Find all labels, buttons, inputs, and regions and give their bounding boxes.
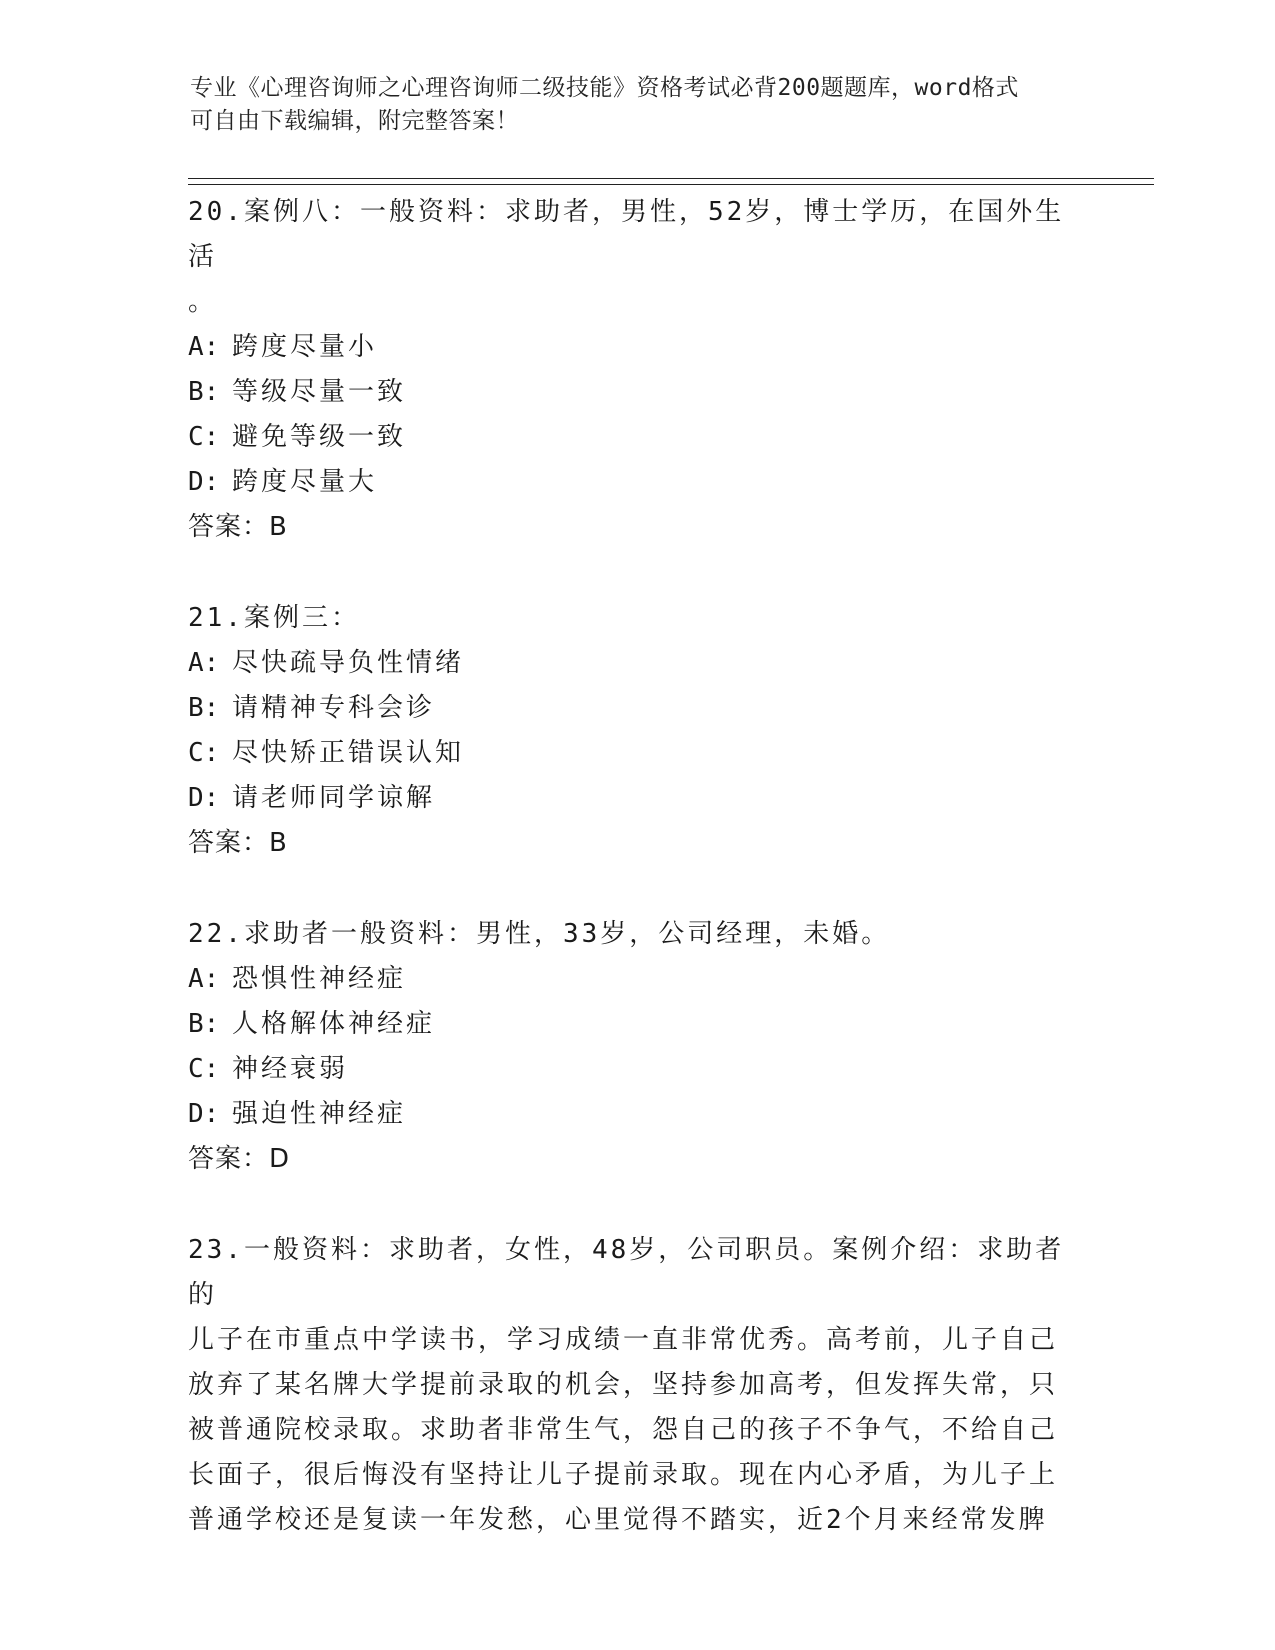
option-text: 跨度尽量大 xyxy=(232,467,378,497)
option-letter: A: xyxy=(188,964,220,994)
option-text: 请精神专科会诊 xyxy=(232,693,436,723)
question-stem-line: 被普通院校录取。求助者非常生气，怨自己的孩子不争气，不给自己 xyxy=(188,1415,1059,1445)
option-c xyxy=(188,415,1088,460)
option-text: 跨度尽量小 xyxy=(232,332,378,362)
question-stem-line: 23.一般资料：求助者，女性，48岁，公司职员。案例介绍：求助者的 xyxy=(188,1235,1065,1310)
option-text: 神经衰弱 xyxy=(232,1054,349,1084)
question-stem-line: 长面子，很后悔没有坚持让儿子提前录取。现在内心矛盾，为儿子上 xyxy=(188,1460,1059,1490)
answer-label: 答案：B xyxy=(188,828,288,858)
question-22 xyxy=(188,912,1088,1182)
option-text: 等级尽量一致 xyxy=(232,377,407,407)
option-text: 尽快矫正错误认知 xyxy=(232,738,465,768)
option-a xyxy=(188,641,1088,686)
option-text: 请老师同学谅解 xyxy=(232,783,436,813)
question-stem: 20.案例八：一般资料：求助者，男性，52岁，博士学历，在国外生活 xyxy=(188,197,1065,272)
answer-label: 答案：D xyxy=(188,1144,291,1174)
option-b xyxy=(188,1002,1088,1047)
option-text: 人格解体神经症 xyxy=(232,1009,436,1039)
option-letter: B: xyxy=(188,377,220,407)
option-c xyxy=(188,1047,1088,1092)
document-header xyxy=(190,72,1090,138)
option-letter: D: xyxy=(188,1099,220,1129)
option-d xyxy=(188,1092,1088,1137)
option-a xyxy=(188,325,1088,370)
option-letter: A: xyxy=(188,648,220,678)
header-line-2: 可自由下载编辑，附完整答案！ xyxy=(190,108,519,134)
option-letter: D: xyxy=(188,783,220,813)
question-stem: 22.求助者一般资料：男性，33岁，公司经理，未婚。 xyxy=(188,919,891,949)
option-b xyxy=(188,686,1088,731)
header-divider xyxy=(188,178,1154,185)
question-stem-line: 儿子在市重点中学读书，学习成绩一直非常优秀。高考前，儿子自己 xyxy=(188,1325,1059,1355)
option-letter: B: xyxy=(188,1009,220,1039)
question-stem-tail: 。 xyxy=(188,287,215,317)
header-line-1: 专业《心理咨询师之心理咨询师二级技能》资格考试必背200题题库，word格式 xyxy=(190,75,1019,101)
option-letter: C: xyxy=(188,1054,220,1084)
option-letter: A: xyxy=(188,332,220,362)
question-21 xyxy=(188,596,1088,866)
question-stem: 21.案例三： xyxy=(188,603,360,633)
option-c xyxy=(188,731,1088,776)
option-text: 避免等级一致 xyxy=(232,422,407,452)
question-list xyxy=(188,190,1088,1543)
answer-label: 答案：B xyxy=(188,512,288,542)
question-stem-line: 普通学校还是复读一年发愁，心里觉得不踏实，近2个月来经常发脾 xyxy=(188,1505,1048,1535)
option-b xyxy=(188,370,1088,415)
option-letter: C: xyxy=(188,422,220,452)
option-d xyxy=(188,776,1088,821)
question-23 xyxy=(188,1228,1088,1543)
option-letter: D: xyxy=(188,467,220,497)
question-20 xyxy=(188,190,1088,550)
question-stem-line: 放弃了某名牌大学提前录取的机会，坚持参加高考，但发挥失常，只 xyxy=(188,1370,1059,1400)
option-d xyxy=(188,460,1088,505)
option-text: 强迫性神经症 xyxy=(232,1099,407,1129)
option-text: 恐惧性神经症 xyxy=(232,964,407,994)
option-text: 尽快疏导负性情绪 xyxy=(232,648,465,678)
option-a xyxy=(188,957,1088,1002)
option-letter: C: xyxy=(188,738,220,768)
option-letter: B: xyxy=(188,693,220,723)
